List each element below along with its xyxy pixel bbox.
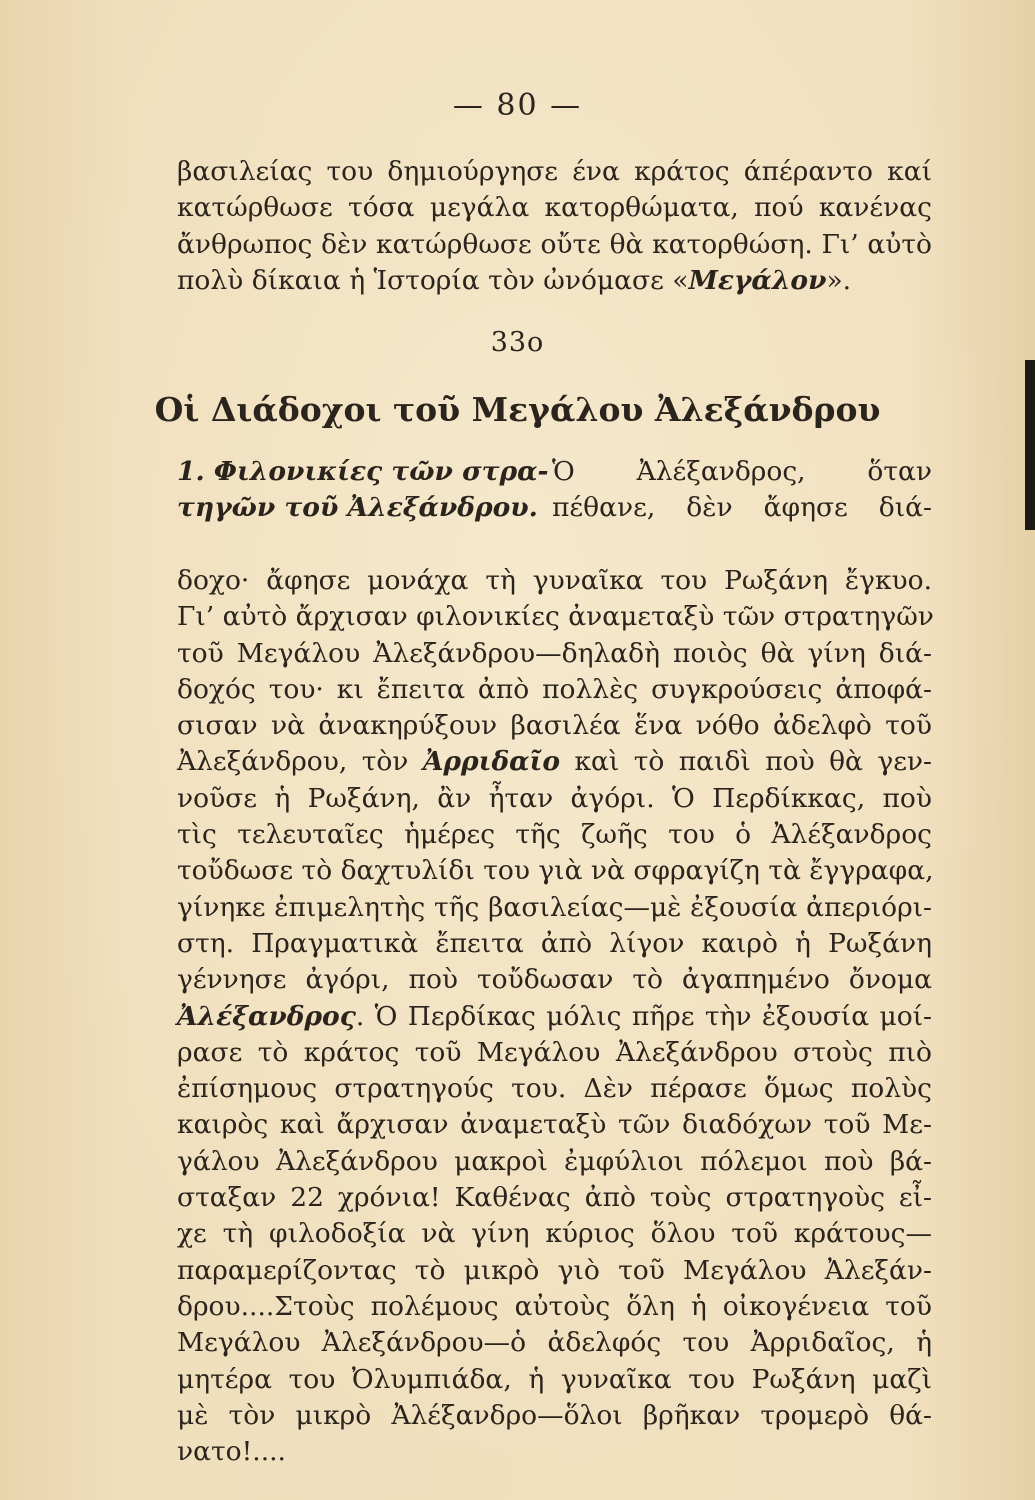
- text-line: Μεγάλου Ἀλεξάνδρου—ὁ ἀδελφός του Ἀρριδαῖος, ἡ: [177, 1327, 932, 1359]
- section-sidehead: [177, 454, 549, 527]
- text-line: ρασε τὸ κράτος τοῦ Μεγάλου Ἀλεξάνδρου στοὺς πιὸ: [177, 1036, 932, 1068]
- text-line: νατο!....: [177, 1436, 286, 1468]
- text-line: βασιλείας του δημιούργησε ένα κράτος άπέραντο καί: [177, 156, 932, 187]
- text-line: νοῦσε ἡ Ρωξάνη, ἂν ἦταν ἀγόρι. Ὁ Περδίκκας, ποὺ: [177, 782, 932, 814]
- text-line: δοχο· ἄφησε μονάχα τὴ γυναῖκα του Ρωξάνη ἔγκυο.: [177, 565, 932, 596]
- chapter-number: 33ο: [490, 327, 545, 358]
- binding-edge-shadow: [1025, 360, 1035, 530]
- text-line: [177, 744, 932, 780]
- text-line: Ὁ Ἀλέξανδρος, ὅταν: [552, 456, 932, 487]
- text-line: δρου....Στοὺς πολέμους αὐτοὺς ὅλη ἡ οἰκογένεια τοῦ: [177, 1290, 932, 1322]
- page-number: — 80 —: [452, 88, 583, 123]
- chapter-title: Οἱ Διάδοχοι τοῦ Μεγάλου Ἀλεξάνδρου: [154, 390, 881, 429]
- text-fragment: . Ὁ Περδίκας μόλις πῆρε τὴν ἐξουσία μοί-: [355, 1000, 932, 1032]
- text-line: μητέρα του Ὀλυμπιάδα, ἡ γυναῖκα του Ρωξάνη μαζὶ: [177, 1363, 932, 1395]
- text-line: πέθανε, δὲν ἄφησε διά-: [552, 492, 932, 524]
- emphasis-megalon: Μεγάλον: [688, 264, 827, 296]
- text-fragment: Ἀλεξάνδρου, τὸν: [177, 746, 423, 778]
- text-line: δοχός του· κι ἔπειτα ἀπὸ πολλὲς συγκρούσεις ἀποφά-: [177, 673, 932, 705]
- text-line: στη. Πραγματικὰ ἔπειτα ἀπὸ λίγον καιρὸ ἡ Ρωξάνη: [177, 927, 932, 959]
- text-line: [177, 263, 932, 299]
- section-opening-text: [552, 454, 932, 527]
- sidehead-line: τηγῶν τοῦ Ἀλεξάνδρου.: [177, 492, 538, 524]
- text-fragment: καὶ τὸ παιδὶ ποὺ θὰ γεν-: [560, 746, 932, 778]
- text-fragment: ».: [826, 264, 852, 296]
- text-line: τὶς τελευταῖες ἡμέρες τῆς ζωῆς του ὁ Ἀλέξανδρος: [177, 819, 932, 851]
- section-heading-block: [177, 454, 932, 527]
- text-line: σταξαν 22 χρόνια! Καθένας ἀπὸ τοὺς στρατηγοὺς εἶ-: [177, 1182, 932, 1214]
- text-line: [177, 999, 932, 1035]
- text-line: χε τὴ φιλοδοξία νὰ γίνη κύριος ὅλου τοῦ κράτους—: [177, 1218, 932, 1250]
- text-line: κατώρθωσε τόσα μεγάλα κατορθώματα, πού κανένας: [177, 192, 932, 224]
- text-line: ἄνθρωπος δὲν κατώρθωσε οὔτε θὰ κατορθώση. Γι’ αὐτὸ: [177, 228, 932, 260]
- emphasis-alexandros: Ἀλέξανδρος: [177, 1000, 356, 1032]
- text-line: σισαν νὰ ἀνακηρύξουν βασιλέα ἕνα νόθο ἀδελφὸ τοῦ: [177, 710, 932, 742]
- sidehead-line: 1. Φιλονικίες τῶν στρα-: [177, 456, 549, 487]
- text-line: γίνηκε ἐπιμελητὴς τῆς βασιλείας—μὲ ἐξουσία ἀπεριόρι-: [177, 891, 932, 923]
- text-line: γάλου Ἀλεξάνδρου μακροὶ ἐμφύλιοι πόλεμοι ποὺ βά-: [177, 1145, 932, 1177]
- text-line: μὲ τὸν μικρὸ Ἀλέξανδρο—ὅλοι βρῆκαν τρομερὸ θά-: [177, 1399, 932, 1431]
- text-line: παραμερίζοντας τὸ μικρὸ γιὸ τοῦ Μεγάλου Ἀλεξάν-: [177, 1254, 932, 1286]
- emphasis-arridaios: Ἀρριδαῖο: [422, 746, 561, 778]
- text-line: τοῦ Μεγάλου Ἀλεξάνδρου—δηλαδὴ ποιὸς θὰ γίνη διά-: [177, 637, 932, 669]
- text-line: καιρὸς καὶ ἄρχισαν ἀναμεταξὺ τῶν διαδόχων τοῦ Με-: [177, 1109, 932, 1141]
- text-fragment: πολὺ δίκαια ἡ Ἱστορία τὸν ὠνόμασε «: [177, 264, 689, 296]
- text-line: Γι’ αὐτὸ ἄρχισαν φιλονικίες ἀναμεταξὺ τῶν στρατηγῶν: [177, 601, 934, 633]
- text-line: ἐπίσημους στρατηγούς του. Δὲν πέρασε ὅμως πολὺς: [177, 1073, 932, 1105]
- text-line: τοὔδωσε τὸ δαχτυλίδι του γιὰ νὰ σφραγίζη τὰ ἔγγραφα,: [177, 855, 934, 887]
- text-line: γέννησε ἀγόρι, ποὺ τοὔδωσαν τὸ ἀγαπημένο ὄνομα: [177, 964, 932, 996]
- section-body: [177, 563, 932, 1470]
- intro-paragraph: [177, 154, 932, 299]
